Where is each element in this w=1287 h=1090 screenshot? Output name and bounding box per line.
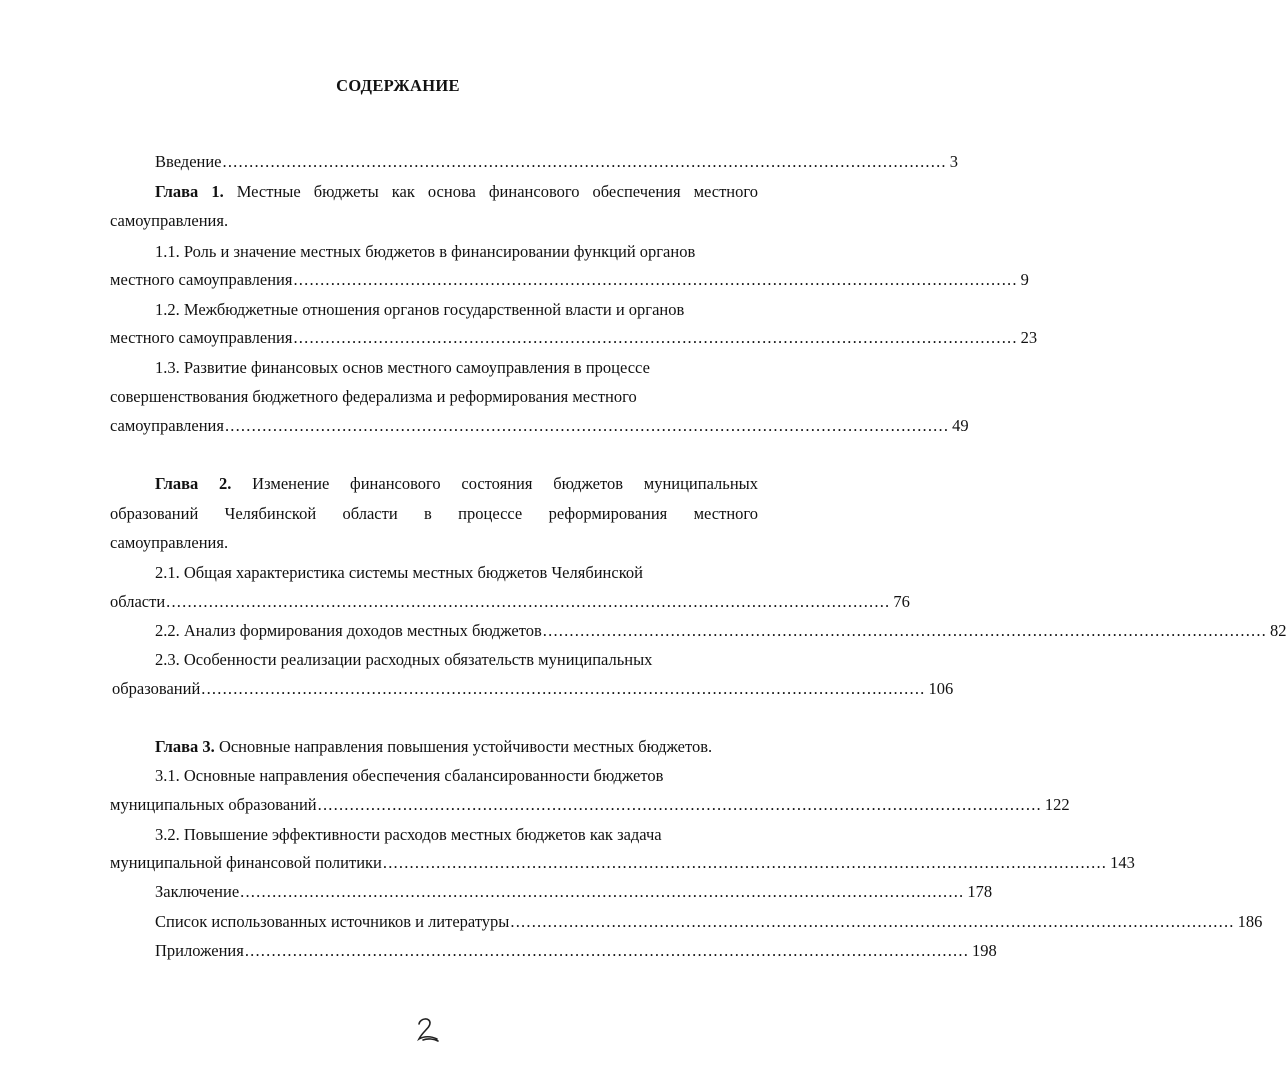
toc-section-2-3-line1[interactable]: 2.3. Особенности реализации расходных обязательств муниципальных <box>155 650 653 669</box>
toc-page-number: 186 <box>1237 912 1263 931</box>
toc-entry-label: муниципальной финансовой политики <box>110 853 382 872</box>
chapter-1-heading[interactable] <box>155 182 758 202</box>
chapter-title-line: Местные бюджеты как основа финансового обеспечения местного <box>236 182 758 201</box>
chapter-label: Глава 1. <box>155 182 224 201</box>
toc-page-number: 143 <box>1110 853 1135 872</box>
toc-section-1-1[interactable] <box>110 270 1029 290</box>
toc-section-1-3[interactable] <box>110 416 969 436</box>
toc-section-1-2-line1[interactable]: 1.2. Межбюджетные отношения органов государственной власти и органов <box>155 300 685 319</box>
handwritten-page-number <box>415 1015 441 1043</box>
toc-entry-appendices[interactable] <box>155 941 997 961</box>
toc-entry-label: области <box>110 592 166 611</box>
chapter-label: Глава 2. <box>155 474 232 493</box>
toc-section-1-2[interactable] <box>110 328 1038 348</box>
chapter-title-line: Изменение финансового состояния бюджетов муниципальных <box>252 474 758 493</box>
toc-section-1-3-line1[interactable]: 1.3. Развитие финансовых основ местного самоуправления в процессе <box>155 358 650 377</box>
toc-section-3-1[interactable] <box>110 795 1070 815</box>
dot-leader: ........................................................................................................................................ <box>293 328 1018 347</box>
dot-leader: ........................................................................................................................................ <box>244 941 970 960</box>
toc-section-2-1[interactable] <box>110 592 910 612</box>
dot-leader: ........................................................................................................................................ <box>222 152 947 171</box>
toc-page-number: 23 <box>1020 328 1038 347</box>
toc-section-3-1-line1[interactable]: 3.1. Основные направления обеспечения сбалансированности бюджетов <box>155 766 664 785</box>
page-title: СОДЕРЖАНИЕ <box>336 76 460 95</box>
toc-entry-label: 2.2. Анализ формирования доходов местных бюджетов <box>155 621 542 640</box>
chapter-title-line: самоуправления. <box>110 533 229 552</box>
toc-section-1-1-line1[interactable]: 1.1. Роль и значение местных бюджетов в финансировании функций органов <box>155 242 696 261</box>
toc-page-number: 106 <box>928 679 954 698</box>
toc-entry-label: Приложения <box>155 941 244 960</box>
toc-section-3-2[interactable] <box>110 853 1135 873</box>
chapter-3-heading[interactable] <box>155 737 712 757</box>
toc-page-number: 82 <box>1270 621 1287 640</box>
toc-entry-label: Введение <box>155 152 222 171</box>
toc-section-3-2-line1[interactable]: 3.2. Повышение эффективности расходов местных бюджетов как задача <box>155 825 662 844</box>
chapter-label: Глава 3. <box>155 737 215 756</box>
toc-entry-label: Список использованных источников и литературы <box>155 912 510 931</box>
toc-entry-conclusion[interactable] <box>155 882 993 902</box>
toc-page-number: 3 <box>949 152 958 171</box>
toc-section-2-3[interactable] <box>112 679 954 699</box>
toc-page-number: 122 <box>1044 795 1070 814</box>
dot-leader: ........................................................................................................................................ <box>542 621 1267 640</box>
toc-section-2-2[interactable] <box>155 621 1287 641</box>
toc-section-2-1-line1[interactable]: 2.1. Общая характеристика системы местных бюджетов Челябинской <box>155 563 643 582</box>
toc-section-1-3-line2[interactable]: совершенствования бюджетного федерализма и реформирования местного <box>110 387 637 406</box>
toc-entry-label: самоуправления <box>110 416 224 435</box>
chapter-2-heading[interactable] <box>155 474 758 494</box>
chapter-title-line: самоуправления. <box>110 211 229 230</box>
toc-entry-references[interactable] <box>155 912 1263 932</box>
toc-entry-label: местного самоуправления <box>110 270 293 289</box>
dot-leader: ........................................................................................................................................ <box>240 882 965 901</box>
chapter-title-line: образований Челябинской области в процессе реформирования местного <box>110 504 758 523</box>
chapter-title-line: Основные направления повышения устойчивости местных бюджетов. <box>218 737 713 756</box>
dot-leader: ........................................................................................................................................ <box>166 592 891 611</box>
dot-leader: ........................................................................................................................................ <box>224 416 950 435</box>
toc-page-number: 198 <box>972 941 997 960</box>
toc-entry-label: муниципальных образований <box>110 795 317 814</box>
toc-entry-label: образований <box>112 679 201 698</box>
toc-entry-label: Заключение <box>155 882 240 901</box>
dot-leader: ........................................................................................................................................ <box>382 853 1108 872</box>
dot-leader: ........................................................................................................................................ <box>293 270 1018 289</box>
toc-entry-intro[interactable] <box>155 152 958 172</box>
toc-page-number: 76 <box>893 592 910 611</box>
toc-entry-label: местного самоуправления <box>110 328 293 347</box>
toc-page-number: 49 <box>952 416 969 435</box>
dot-leader: ........................................................................................................................................ <box>510 912 1235 931</box>
dot-leader: ........................................................................................................................................ <box>201 679 926 698</box>
toc-page-number: 9 <box>1020 270 1029 289</box>
dot-leader: ........................................................................................................................................ <box>317 795 1042 814</box>
toc-page-number: 178 <box>967 882 993 901</box>
